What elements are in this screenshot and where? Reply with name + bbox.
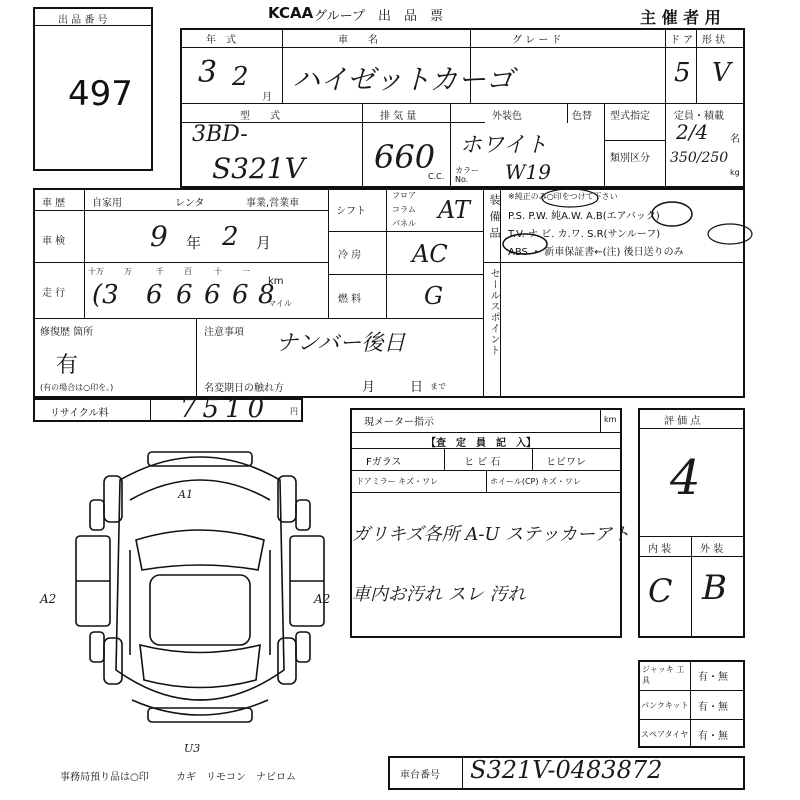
- month-unit: 月: [262, 92, 272, 103]
- doors-label: ド ア: [670, 35, 694, 46]
- equipment-line-3: ABS ・ 新車保証書←(注) 後日送りのみ: [508, 247, 684, 258]
- mileage-header-10: 十: [214, 267, 222, 276]
- spare-tire-label: スペアタイヤ: [641, 730, 689, 739]
- model-label: 型 式: [240, 111, 280, 122]
- history-option-private: 自家用: [92, 198, 122, 209]
- exterior-grade-label: 外 装: [700, 544, 724, 555]
- lot-label: 出 品 番 号: [58, 15, 108, 26]
- exterior-grade-value: B: [702, 568, 727, 608]
- shift-value: AT: [438, 196, 471, 224]
- damage-mark-right: A2: [314, 592, 331, 606]
- damage-mark-left: A2: [40, 592, 57, 606]
- damage-mark-rear: U3: [184, 742, 201, 755]
- capacity-load: 350/250: [670, 150, 729, 166]
- equipment-note: ※純正のみ○印をつけて下さい: [508, 192, 618, 201]
- appraisal-item-wheel: ホイール(CP) キズ・ワレ: [490, 477, 581, 486]
- evaluation-value: 4: [670, 450, 701, 506]
- interior-value: C: [648, 572, 673, 610]
- deadline-suffix: まで: [430, 382, 446, 391]
- equipment-line-2: T.V. ナ ビ. カ.ワ. S.R(サンルーフ): [508, 229, 661, 240]
- ac-value: AC: [412, 240, 448, 268]
- inspection-year: 9: [150, 220, 168, 253]
- appraisal-header: 【査 定 員 記 入】: [426, 438, 536, 449]
- year-value: 3: [198, 55, 218, 90]
- car-name-value: ハイゼットカーゴ: [292, 63, 514, 96]
- capacity-load-unit: kg: [730, 168, 740, 177]
- mileage-digit-1: (3: [92, 280, 119, 310]
- form-title: グループ 出 品 票: [314, 9, 443, 24]
- appraisal-item-crack: ヒビワレ: [546, 457, 586, 468]
- mileage-header-10k: 万: [124, 267, 132, 276]
- recycle-label: リサイクル料: [50, 408, 109, 419]
- mileage-header-100k: 十万: [88, 267, 104, 276]
- deadline-label: 名変期日の触れ方: [204, 383, 284, 394]
- year-label: 年 式: [206, 35, 236, 46]
- shape-value: V: [712, 58, 731, 88]
- shift-option-floor: フロア: [392, 191, 416, 200]
- month-value: 2: [232, 62, 249, 92]
- shape-label: 形 状: [702, 35, 726, 46]
- capacity-label: 定員・積載: [674, 111, 724, 122]
- displacement-value: 660: [374, 138, 436, 176]
- ac-label: 冷 房: [338, 250, 362, 261]
- lot-number: 497: [68, 74, 133, 114]
- shift-label: シフト: [336, 206, 366, 217]
- color-change-label: 色替: [572, 111, 592, 122]
- mileage-digit-2: 6: [146, 280, 163, 310]
- capacity-persons-unit: 名: [730, 134, 740, 145]
- equipment-line-1: P.S. P.W. 純A.W. A.B(エアバック): [508, 211, 660, 222]
- spare-tire-value: 有・無: [698, 731, 728, 742]
- mileage-header-1k: 千: [156, 267, 164, 276]
- chassis-value: S321V-0483872: [470, 756, 663, 784]
- mileage-digit-3: 6: [176, 280, 193, 310]
- puncture-kit-value: 有・無: [698, 702, 728, 713]
- shift-option-column: コラム: [392, 205, 416, 214]
- inspection-label: 車 検: [42, 236, 66, 247]
- car-damage-diagram: [70, 440, 330, 740]
- displacement-label: 排 気 量: [380, 111, 417, 122]
- deadline-day: 日: [410, 380, 424, 395]
- mileage-unit-mile: マイル: [268, 299, 292, 308]
- office-note: 事務局預り品は○印: [60, 772, 149, 783]
- capacity-persons: 2/4: [676, 120, 709, 144]
- exterior-color-value: ホワイト: [460, 133, 548, 158]
- repair-value: 有: [56, 353, 79, 378]
- model-value-1: 3BD-: [192, 122, 248, 147]
- displacement-unit: C.C.: [428, 172, 445, 181]
- inspection-year-unit: 年: [186, 234, 202, 252]
- color-no-label: カラー No.: [455, 166, 479, 184]
- caution-value: ナンバー後日: [276, 331, 406, 356]
- doors-value: 5: [674, 58, 691, 88]
- damage-mark-hood: A1: [178, 488, 193, 501]
- mileage-header-100: 百: [184, 267, 192, 276]
- mileage-digit-4: 6: [204, 280, 221, 310]
- organizer-label: 主 催 者 用: [640, 8, 721, 27]
- model-value-2: S321V: [212, 152, 305, 185]
- mileage-digit-6: 8: [258, 280, 275, 310]
- history-label: 車 歴: [42, 198, 66, 209]
- inspection-month: 2: [222, 222, 239, 252]
- chassis-label: 車台番号: [400, 770, 440, 781]
- appraisal-item-mirror: ドアミラー キズ・ワレ: [356, 477, 439, 486]
- brand-logo: KCAA: [268, 4, 314, 22]
- recycle-value: 7510: [180, 394, 271, 424]
- equipment-circle-marks: [500, 180, 760, 262]
- deadline-month: 月: [362, 380, 376, 395]
- shift-option-panel: パネル: [392, 219, 416, 228]
- mileage-header-1: 一: [242, 267, 250, 276]
- caution-label: 注意事項: [204, 327, 244, 338]
- repair-note: (有の場合は○印を。): [40, 383, 114, 392]
- puncture-kit-label: パンクキット: [641, 701, 689, 710]
- meter-label: 現メーター指示: [364, 417, 434, 428]
- category-label: 類別区分: [610, 153, 650, 164]
- sales-point-label: セールスポイント: [488, 268, 499, 356]
- jack-label: ジャッキ 工 具: [642, 665, 685, 685]
- exterior-color-label: 外装色: [492, 111, 522, 122]
- inspection-month-unit: 月: [256, 234, 272, 252]
- grade-label: グ レ ー ド: [512, 35, 562, 46]
- appraisal-item-chip: ヒ ビ 石: [464, 457, 501, 468]
- repair-label: 修復歴 箇所: [40, 327, 94, 338]
- interior-label: 内 装: [648, 544, 672, 555]
- appraisal-notes-line-1: ガリキズ各所 A-U ステッカーアト: [352, 524, 631, 545]
- mileage-unit-km: km: [268, 276, 284, 287]
- meter-unit: km: [604, 415, 617, 424]
- color-no-value: W19: [505, 160, 552, 184]
- fuel-label: 燃 料: [338, 294, 362, 305]
- car-name-label: 車 名: [338, 35, 378, 46]
- office-items: カギ リモコン ナビロム: [176, 772, 296, 783]
- mileage-digit-5: 6: [232, 280, 249, 310]
- recycle-unit: 円: [290, 407, 298, 416]
- fuel-value: G: [424, 282, 444, 310]
- appraisal-notes-line-2: 車内お汚れ スレ 汚れ: [352, 584, 526, 605]
- equipment-label: 装 備 品: [488, 194, 501, 239]
- model-designation-label: 型式指定: [610, 111, 650, 122]
- mileage-label: 走 行: [42, 288, 66, 299]
- jack-value: 有・無: [698, 672, 728, 683]
- appraisal-item-glass: Fガラス: [366, 457, 402, 468]
- history-option-rental: レンタ: [175, 198, 205, 209]
- history-option-business: 事業,営業車: [246, 198, 300, 209]
- evaluation-label: 評 価 点: [664, 416, 701, 427]
